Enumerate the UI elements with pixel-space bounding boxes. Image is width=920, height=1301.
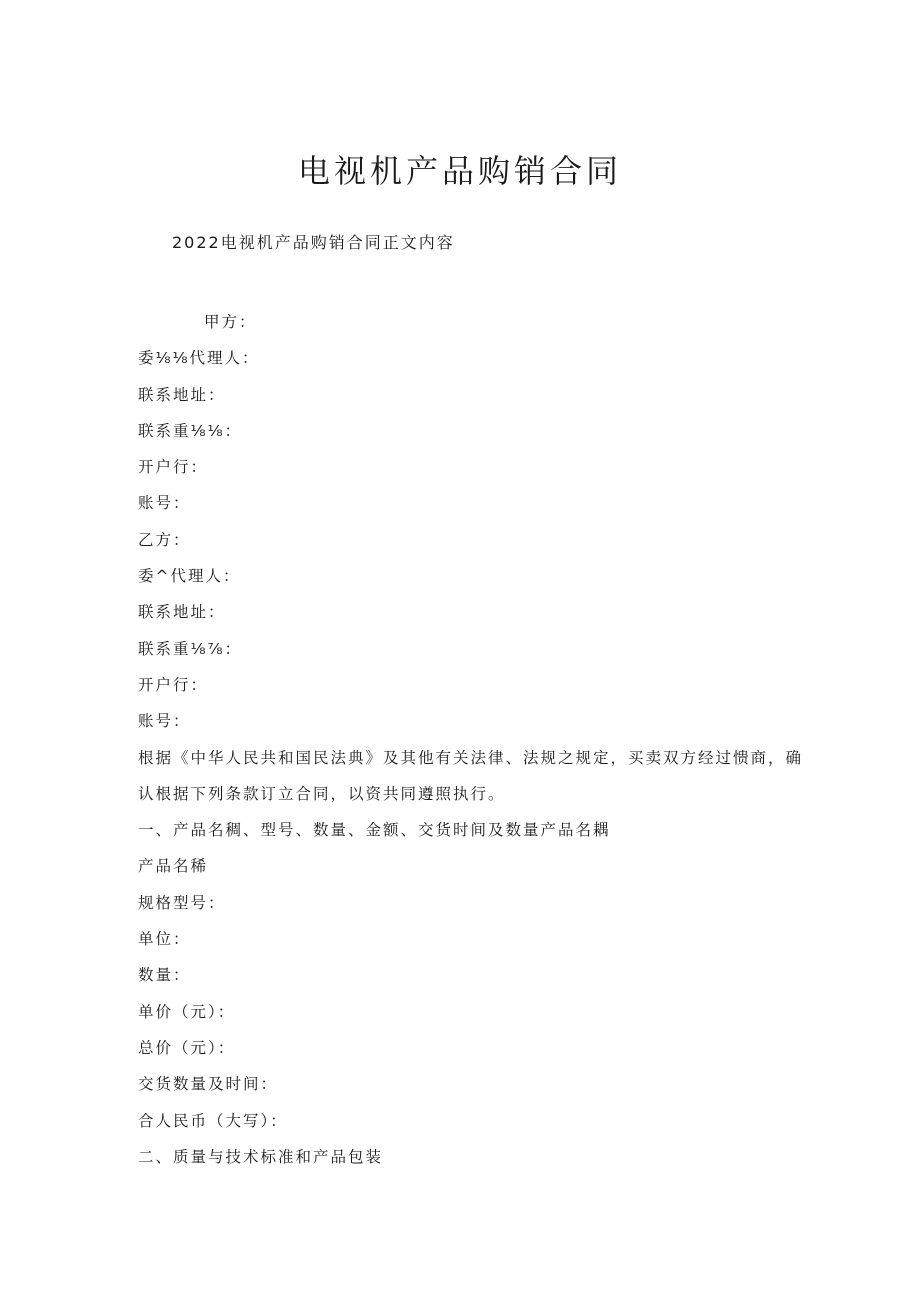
- preamble-line-2: 认根据下列条款订立合同，以资共同遵照执行。: [138, 784, 506, 803]
- party-b-bank: 开户行：: [138, 675, 209, 694]
- party-b-label: 乙方：: [138, 530, 191, 549]
- party-a-address: 联系地址：: [138, 385, 226, 404]
- party-b-phone: 联系重⅛⅞：: [138, 639, 243, 658]
- delivery-label: 交货数量及时间：: [138, 1075, 279, 1094]
- spec-model-label: 规格型号：: [138, 893, 226, 912]
- total-price-label: 总价（元）：: [138, 1038, 236, 1057]
- unit-price-label: 单价（元）：: [138, 1002, 236, 1021]
- quantity-label: 数量：: [138, 966, 191, 985]
- party-a-account: 账号：: [138, 494, 191, 513]
- document-body: [138, 304, 804, 1175]
- section-2-heading: 二、质量与技术标准和产品包装: [138, 1147, 384, 1166]
- party-a-label: 甲方：: [204, 313, 257, 331]
- section-1-heading: 一、产品名稠、型号、数量、金额、交货时间及数量产品名耦: [138, 821, 611, 840]
- preamble-line-1: 根据《中华人民共和国民法典》及其他有关法律、法规之规定，买卖双方经过愦商，确: [138, 748, 804, 767]
- product-name-label: 产品名稀: [138, 857, 209, 876]
- document-subtitle: 2022电视机产品购销合同正文内容: [172, 233, 455, 252]
- party-b-agent: 委^代理人：: [138, 567, 241, 586]
- document-title: 电视机产品购销合同: [297, 152, 622, 190]
- unit-label: 单位：: [138, 930, 191, 949]
- party-b-address: 联系地址：: [138, 603, 226, 622]
- party-b-account: 账号：: [138, 712, 191, 731]
- rmb-amount-label: 合人民币（大写）：: [138, 1111, 288, 1130]
- party-a-bank: 开户行：: [138, 458, 209, 477]
- party-a-agent: 委⅛⅛代理人：: [138, 349, 260, 368]
- party-a-phone: 联系重⅛⅛：: [138, 421, 243, 440]
